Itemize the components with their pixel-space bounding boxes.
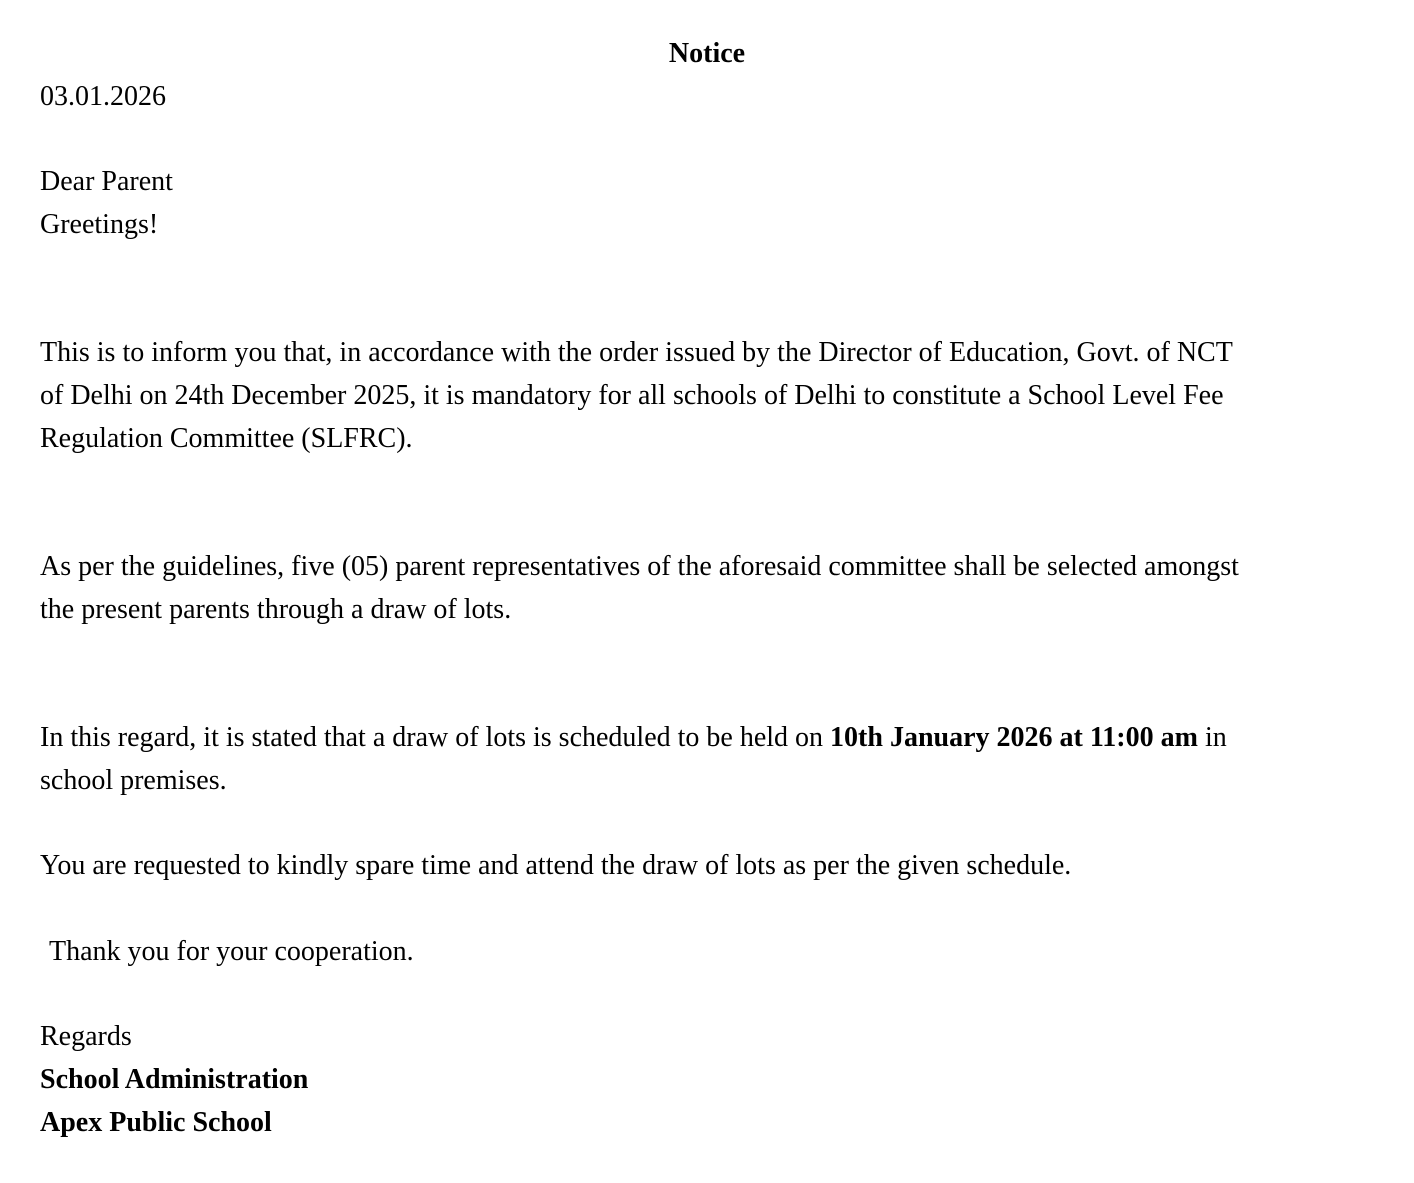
thanks-line: Thank you for your cooperation. bbox=[49, 936, 414, 967]
school-name: Apex Public School bbox=[40, 1107, 272, 1138]
paragraph-line: This is to inform you that, in accordance with the order issued by the Director of Education, Govt. of NCT bbox=[40, 337, 1233, 368]
paragraph-draw-schedule bbox=[40, 716, 1370, 802]
schedule-text-suffix: in bbox=[1197, 722, 1227, 753]
paragraph-slfrc-order bbox=[40, 331, 1370, 460]
paragraph-line: Regulation Committee (SLFRC). bbox=[40, 423, 413, 454]
paragraph-line: of Delhi on 24th December 2025, it is mandatory for all schools of Delhi to constitute a School Level Fee bbox=[40, 380, 1224, 411]
notice-title: Notice bbox=[668, 38, 746, 69]
salutation: Dear Parent bbox=[40, 166, 173, 197]
paragraph-line: the present parents through a draw of lots. bbox=[40, 594, 512, 625]
schedule-text-prefix: In this regard, it is stated that a draw of lots is scheduled to be held on bbox=[40, 722, 831, 753]
paragraph-attendance-request: You are requested to kindly spare time and attend the draw of lots as per the given schedule. bbox=[40, 850, 1072, 881]
greeting: Greetings! bbox=[40, 209, 159, 240]
notice-date: 03.01.2026 bbox=[40, 81, 166, 112]
paragraph-parent-representatives bbox=[40, 545, 1370, 631]
paragraph-line: As per the guidelines, five (05) parent representatives of the aforesaid committee shall be selected amongst bbox=[40, 551, 1239, 582]
closing-regards: Regards bbox=[40, 1021, 132, 1052]
signatory-name: School Administration bbox=[40, 1064, 309, 1095]
paragraph-line bbox=[40, 716, 1370, 759]
schedule-datetime: 10th January 2026 at 11:00 am bbox=[830, 722, 1198, 753]
paragraph-line: school premises. bbox=[40, 765, 227, 796]
